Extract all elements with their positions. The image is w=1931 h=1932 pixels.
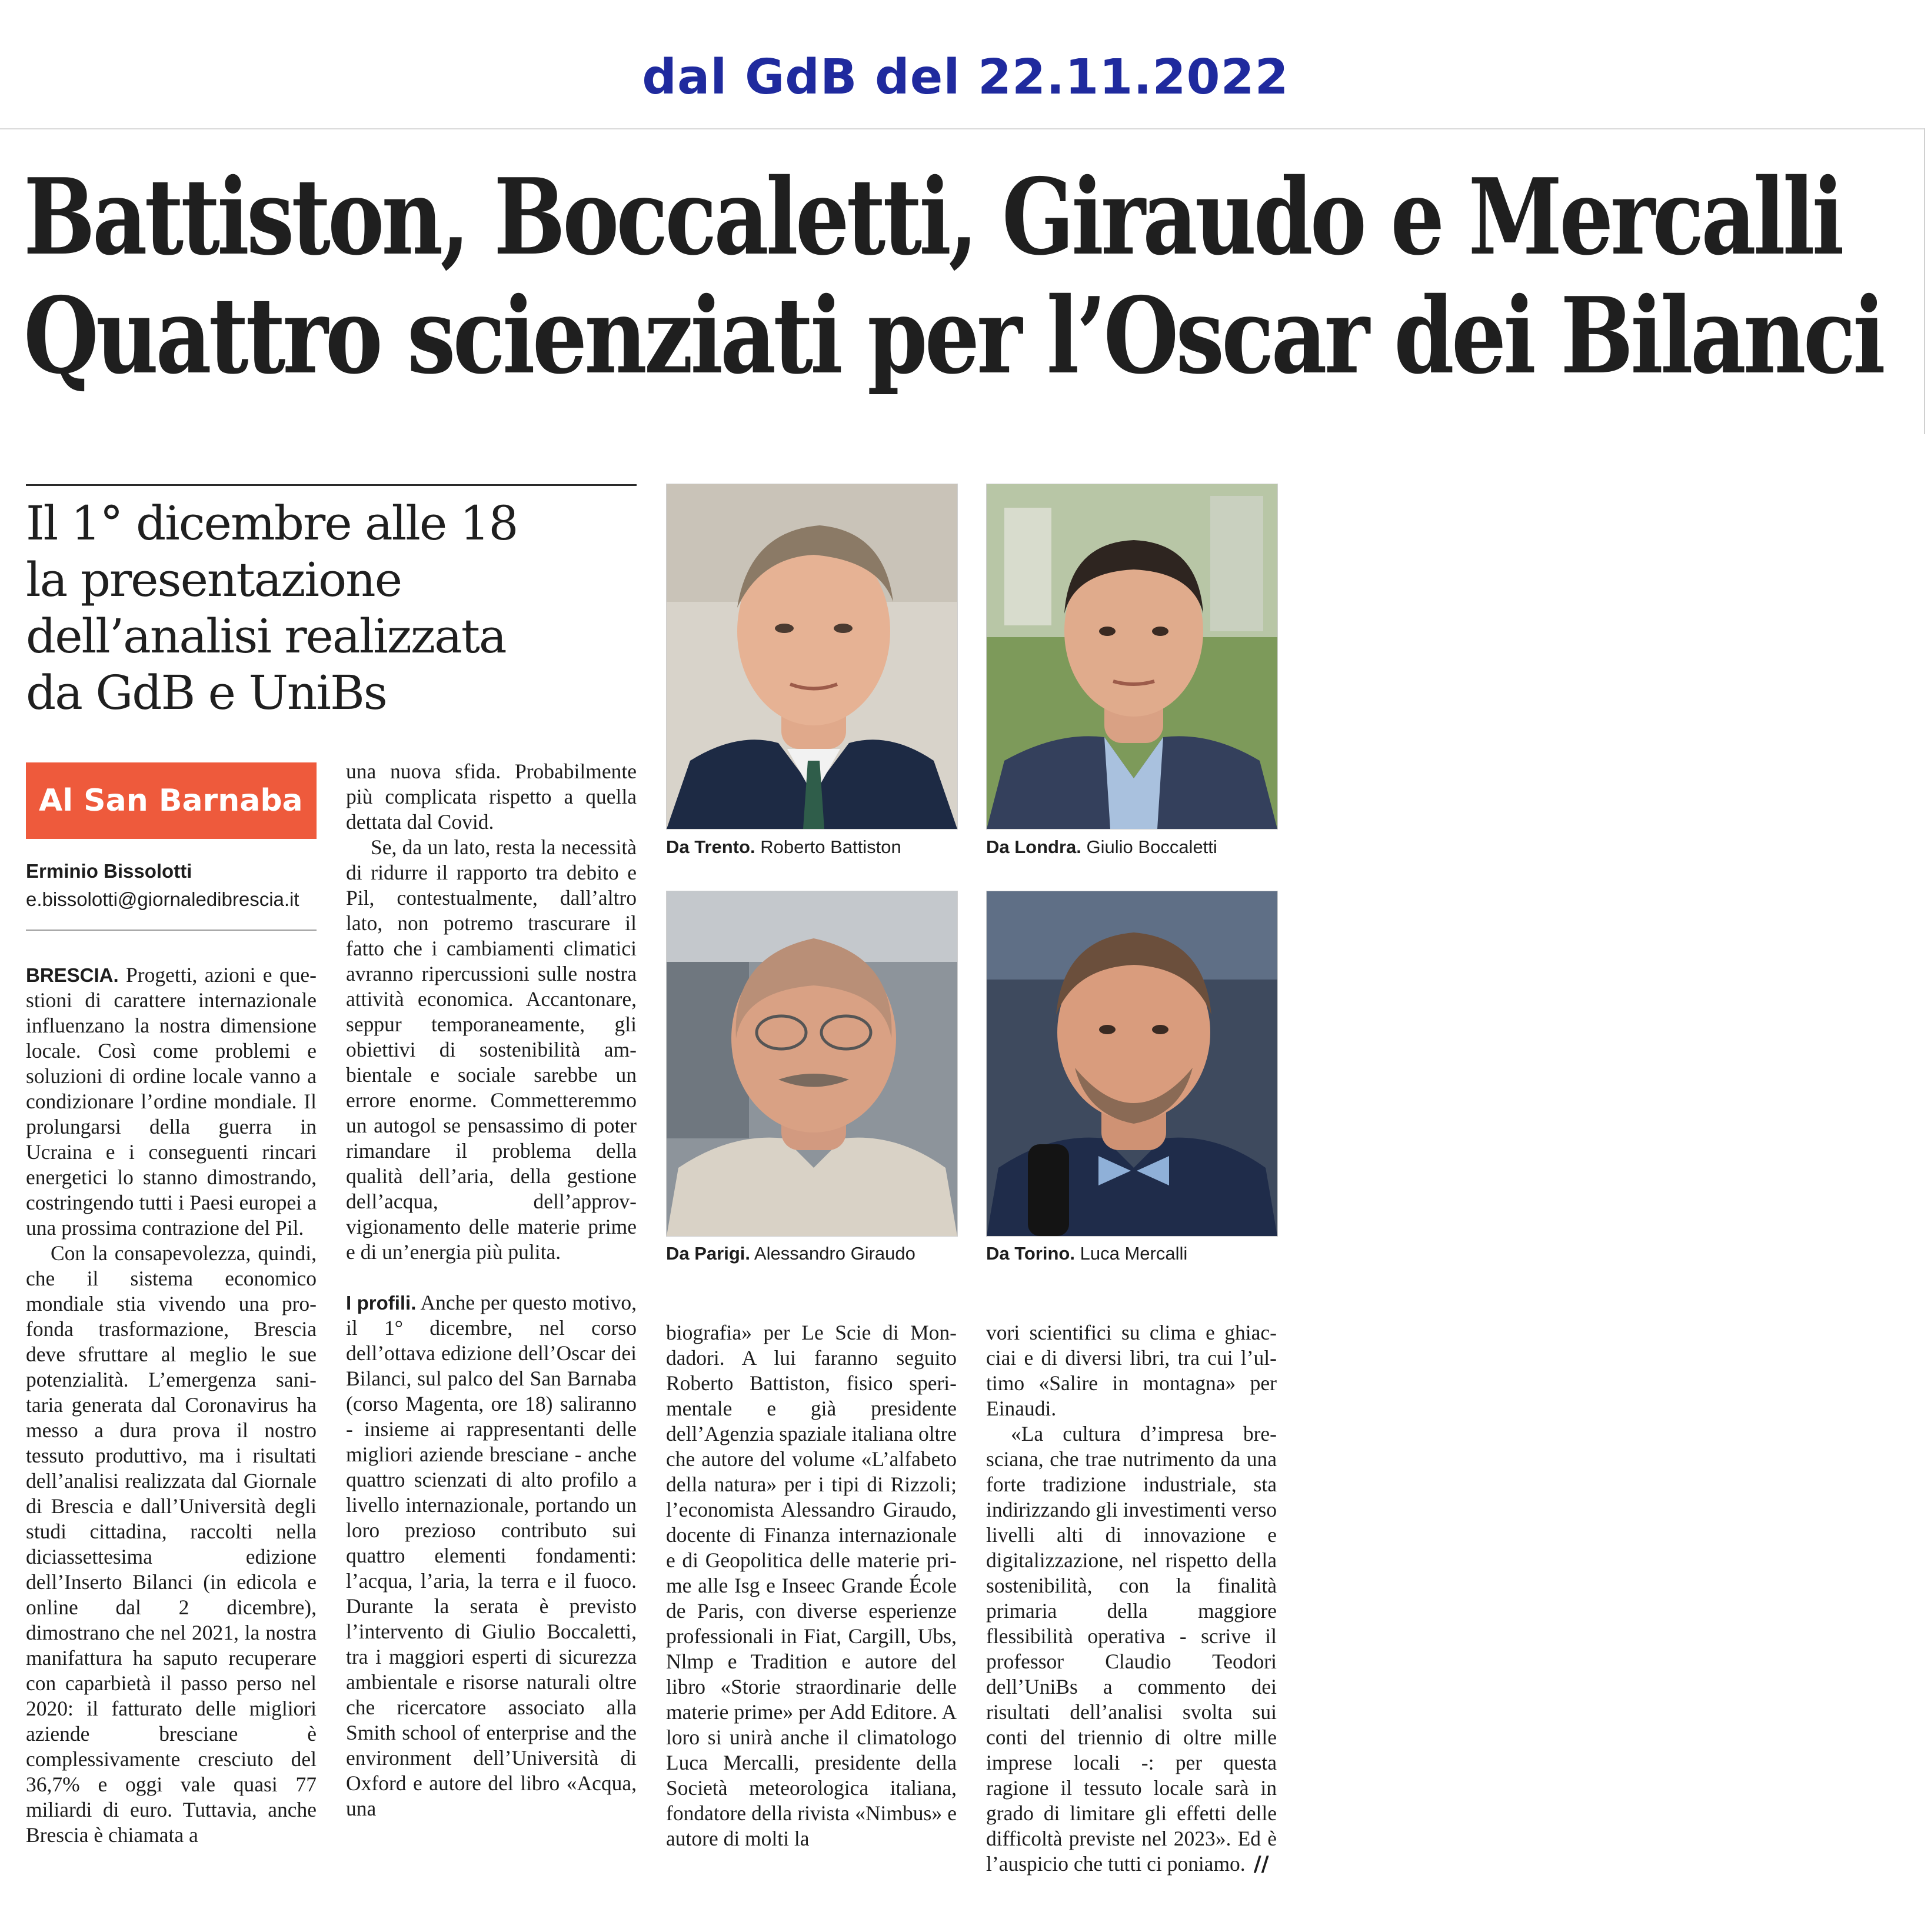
photo-giulio-boccaletti <box>986 484 1278 830</box>
article-paragraph-4-continued: biografia» per Le Scie di Mondadori. A lui faranno seguito Roberto Battiston, fisico sperimentale e già presidente dell’Agenzia spaziale italiana oltre che autore del volume «L’alfabeto della natura» per i tipi di Rizzoli; l’economista Alessandro Giraudo, docente di Finanza internazionale e di Geopolitica delle materie prime alle Isg e Inseec Grande École de Paris, con diverse esperienze professionali in Fiat, Cargill, Ubs, Nlmp e Tradition e autore del libro «Storie straordinarie delle materie prime» per Add Editore. A loro si unirà anche il climatologo Luca Mercalli, presidente della Società meteorologica italiana, fondatore della rivista «Nimbus» e autore di molti la <box>666 1321 957 1850</box>
article-column-4 <box>986 1320 1277 1877</box>
byline-rule <box>26 930 317 931</box>
photo-roberto-battiston <box>666 484 958 830</box>
subhead-rule <box>26 484 637 486</box>
article-paragraph-4-end: vori scientifici su clima e ghiacciai e di diversi libri, tra cui l’ultimo «Salire in montagna» per Einaudi. <box>986 1321 1277 1420</box>
clipping-frame-top <box>0 128 1924 129</box>
section-kicker: Al San Barnaba <box>26 762 317 839</box>
headline-line-1: Battiston, Boccaletti, Giraudo e Mercalli <box>24 155 1842 278</box>
subhead <box>26 495 638 721</box>
section-lead-profili: I profili. <box>346 1292 417 1314</box>
portrait-mercalli-image <box>987 891 1277 1236</box>
article-column-3 <box>666 1320 957 1851</box>
article-paragraph-4: I profili. Anche per questo motivo, il 1° dicembre, nel corso dell’ottava edizione dell’Oscar dei Bilanci, sul palco del San Barnaba (corso Magenta, ore 18) saliranno - insieme ai rappresentanti delle migliori aziende bresciane - anche quattro scienzati di alto profilo a livello internazionale, portando un loro prezioso contributo sui quattro elementi fondamenti: l’acqua, l’aria, la terra e il fuoco. Durante la serata è previsto l’intervento di Giulio Boccaletti, tra i maggiori esperti di sicurezza ambientale e risorse naturali oltre che ricercatore associato alla Smith school of enterprise and the environment dell’Università di Oxford e autore del libro «Acqua, una <box>346 1291 637 1820</box>
article-paragraph-2-continued: una nuova sfida. Probabilmente più complicata rispetto a quella dettata dal Covid. <box>346 760 637 834</box>
subhead-line-3: dell’analisi realizzata <box>26 609 506 664</box>
caption-mercalli: Da Torino. Luca Mercalli <box>986 1243 1188 1264</box>
article-paragraph-2: Con la consapevolezza, quindi, che il sistema economico mondiale stia vivendo una profonda trasformazione, Brescia deve sfruttare al meglio le sue potenzialità. L’emergenza sanitaria generata dal Coronavirus ha messo a dura prova il nostro tessuto produttivo, ma i risultati dell’analisi realizzata dal Giornale di Brescia e dall’Università degli studi cittadina, raccolti nella diciassettesima edizione dell’Inserto Bilanci (in edicola e online dal 2 dicembre), dimostrano che nel 2021, la nostra manifattura ha saputo recuperare con caparbietà il passo perso nel 2020: il fatturato delle migliori aziende bresciane è complessivamente cresciuto del 36,7% e oggi vale quasi 77 miliardi di euro. Tuttavia, anche Brescia è chiamata a <box>26 1241 317 1847</box>
portrait-giraudo-image <box>667 891 957 1236</box>
photo-luca-mercalli <box>986 891 1278 1237</box>
headline-line-2: Quattro scienziati per l’Oscar dei Bilanci <box>24 274 1883 397</box>
caption-giraudo: Da Parigi. Alessandro Giraudo <box>666 1243 915 1264</box>
caption-battiston: Da Trento. Roberto Battiston <box>666 837 901 857</box>
article-column-2 <box>346 759 637 1821</box>
article-column-1 <box>26 962 317 1848</box>
article-paragraph-5: «La cultura d’impresa bresciana, che trae nutrimento da una forte tradizione industriale, sta indirizzando gli investimenti verso livelli alti di innovazione e digitalizzazione, nel rispetto della sostenibilità, con la finalità primaria della maggiore flessibilità operativa - scrive il professor Claudio Teodori dell’UniBs a commento dei risultati dell’analisi svolta sui conti del triennio di oltre mille imprese locali -: per questa ragione il tessuto locale sarà in grado di limitare gli effetti delle difficoltà previste nel 2023». Ed è l’auspicio che tutti ci poniamo. // <box>986 1422 1277 1876</box>
end-mark: // <box>1253 1852 1269 1876</box>
caption-boccaletti: Da Londra. Giulio Boccaletti <box>986 837 1217 857</box>
byline-author: Erminio Bissolotti <box>26 860 192 882</box>
subhead-line-2: la presentazione <box>26 552 402 607</box>
portrait-battiston-image <box>667 484 957 829</box>
source-tag: dal GdB del 22.11.2022 <box>642 49 1289 105</box>
photo-alessandro-giraudo <box>666 891 958 1237</box>
dateline: BRESCIA. <box>26 964 119 986</box>
subhead-line-1: Il 1° dicembre alle 18 <box>26 496 518 551</box>
article-paragraph-1: BRESCIA. Progetti, azioni e questioni di carattere internazionale influenzano la nostra dimensione locale. Così come problemi e soluzioni di ordine locale vanno a condizionare l’ordine mondiale. Il prolungarsi della guerra in Ucraina e i conseguenti rincari energetici lo stanno dimostrando, costringendo tutti i Paesi europei a una prossima contrazione del Pil. <box>26 963 317 1240</box>
clipping-frame-right <box>1924 128 1925 434</box>
byline-email[interactable]: e.bissolotti@giornaledibrescia.it <box>26 888 299 910</box>
portrait-boccaletti-image <box>987 484 1277 829</box>
article-paragraph-3: Se, da un lato, resta la necessità di ridurre il rapporto tra debito e Pil, contestualmente, dall’altro lato, non potremo trascurare il fatto che i cambiamenti climatici avranno ripercussioni sulle nostra attività economica. Accantonare, seppur temporaneamente, gli obiettivi di sostenibilità ambientale e sociale sarebbe un errore enorme. Commetteremmo un autogol se pensassimo di poter rimandare il problema della qualità dell’aria, della gestione dell’acqua, dell’approvvigionamento delle materie prime e di un’energia più pulita. <box>346 835 637 1264</box>
subhead-line-4: da GdB e UniBs <box>26 665 387 720</box>
